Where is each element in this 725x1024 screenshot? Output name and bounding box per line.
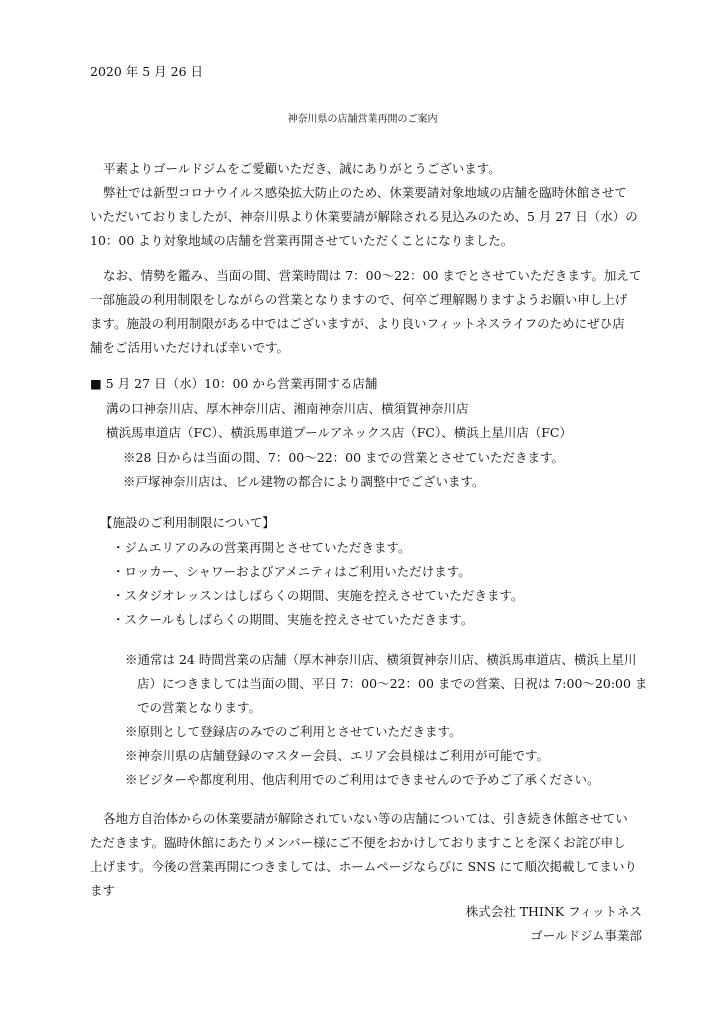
reopen-stores-line-1: 溝の口神奈川店、厚木神奈川店、湘南神奈川店、横須賀神奈川店 (106, 401, 469, 416)
restriction-note-line: ※通常は 24 時間営業の店舗（厚木神奈川店、横須賀神奈川店、横浜馬車道店、横浜上星川 (125, 652, 637, 667)
restriction-item: ・スクールもしばらくの期間、実施を控えさせていただきます。 (112, 612, 474, 627)
reopen-stores-line-2: 横浜馬車道店（FC）、横浜馬車道プールアネックス店（FC）、横浜上星川店（FC） (106, 425, 572, 440)
restriction-note-line: ※原則として登録店のみでのご利用とさせていただきます。 (125, 724, 462, 739)
document-date: 2020 年 5 月 26 日 (90, 64, 204, 79)
document-title: 神奈川県の店舗営業再開のご案内 (287, 114, 438, 125)
restriction-item: ・ジムエリアのみの営業再開とさせていただきます。 (112, 540, 411, 555)
para1-line-2: 弊社では新型コロナウイルス感染拡大防止のため、休業要請対象地域の店舗を臨時休館させて (103, 185, 627, 200)
para2-line-4: 舗をご活用いただければ幸いです。 (90, 340, 290, 355)
para2-line-1: なお、情勢を鑑み、当面の間、営業時間は 7：00〜22：00 までとさせていただきます。加えて (103, 268, 642, 283)
restriction-note-line: 店）につきましては当面の間、平日 7：00〜22：00 までの営業、日祝は 7:00〜20:00 ま (137, 676, 648, 691)
restriction-item: ・スタジオレッスンはしばらくの期間、実施を控えさせていただきます。 (112, 588, 524, 603)
para2-line-3: ます。施設の利用制限がある中ではございますが、より良いフィットネスライフのためにぜひ店 (90, 316, 625, 331)
restriction-note-line: での営業となります。 (137, 700, 262, 715)
reopen-note-1: ※28 日からは当面の間、7：00〜22：00 までの営業とさせていただきます。 (123, 450, 565, 465)
reopen-heading: ■ 5 月 27 日（水）10：00 から営業再開する店舗 (90, 376, 378, 391)
para2-line-2: 一部施設の利用制限をしながらの営業となりますので、何卒ご理解賜りますようお願い申し上げ (90, 292, 628, 307)
para1-line-4: 10：00 より対象地域の店舗を営業再開させていただくことになりました。 (90, 233, 514, 248)
para3-line-3: 上げます。今後の営業再開につきましては、ホームページならびに SNS にて順次掲載してまいり (90, 859, 638, 874)
para1-line-3: いただいておりましたが、神奈川県より休業要請が解除される見込みのため、5 月 27 日（水）の (90, 209, 638, 224)
signature-division: ゴールドジム事業部 (530, 928, 642, 943)
para1-line-1: 平素よりゴールドジムをご愛顧いただき、誠にありがとうございます。 (103, 161, 501, 176)
restrictions-heading: 【施設のご利用制限について】 (100, 515, 275, 530)
restriction-note-line: ※ビジターや都度利用、他店利用でのご利用はできませんので予めご了承ください。 (125, 772, 600, 787)
restriction-item: ・ロッカー、シャワーおよびアメニティはご利用いただけます。 (112, 564, 471, 579)
para3-line-4: ます (90, 883, 116, 898)
restriction-note-line: ※神奈川県の店舗登録のマスター会員、エリア会員様はご利用が可能です。 (125, 748, 550, 763)
para3-line-1: 各地方自治体からの休業要請が解除されていない等の店舗については、引き続き休館させてい (103, 811, 628, 826)
para3-line-2: ただきます。臨時休館にあたりメンバー様にご不便をおかけしておりますことを深くお詫び申し (90, 835, 626, 850)
reopen-note-2: ※戸塚神奈川店は、ビル建物の都合により調整中でございます。 (123, 474, 485, 489)
signature-company: 株式会社 THINK フィットネス (465, 904, 642, 919)
